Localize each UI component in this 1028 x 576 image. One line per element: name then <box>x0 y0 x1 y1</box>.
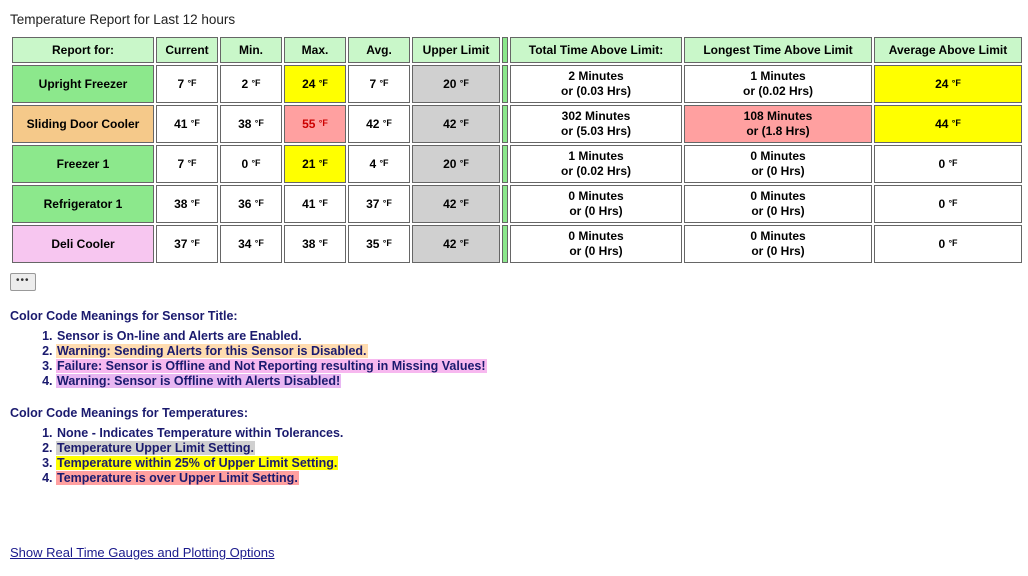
table-body <box>12 65 1022 263</box>
upper-limit-cell: 42 $^{^\circ F}$ <box>412 105 500 143</box>
legend-item-label: Temperature Upper Limit Setting. <box>57 441 255 455</box>
table-header-row <box>12 37 1022 63</box>
more-options-button[interactable]: ••• <box>10 273 36 291</box>
legend-item <box>56 426 1028 440</box>
legend-item <box>56 471 1028 485</box>
current-cell: 37 $^{^\circ F}$ <box>156 225 218 263</box>
sensor-name-cell[interactable]: Upright Freezer <box>12 65 154 103</box>
average-above-limit-cell: 0 $^{^\circ F}$ <box>874 225 1022 263</box>
page-title: Temperature Report for Last 12 hours <box>10 12 236 27</box>
sensor-name-cell[interactable]: Refrigerator 1 <box>12 185 154 223</box>
status-bar-cell <box>502 225 508 263</box>
header-total-time-above-limit: Total Time Above Limit: <box>510 37 682 63</box>
legend-item <box>56 441 1028 455</box>
legend-sensor-list <box>0 329 1028 388</box>
status-bar-cell <box>502 65 508 103</box>
table-row <box>12 185 1022 223</box>
min-cell: 38 $^{^\circ F}$ <box>220 105 282 143</box>
legend-item <box>56 344 1028 358</box>
header-avg: Avg. <box>348 37 410 63</box>
header-upper-limit: Upper Limit <box>412 37 500 63</box>
status-bar-cell <box>502 105 508 143</box>
max-cell: 55 $^{^\circ F}$ <box>284 105 346 143</box>
avg-cell: 7 $^{^\circ F}$ <box>348 65 410 103</box>
total-time-cell: 0 Minutes or (0 Hrs) <box>510 225 682 263</box>
total-time-cell: 0 Minutes or (0 Hrs) <box>510 185 682 223</box>
sensor-name-cell[interactable]: Freezer 1 <box>12 145 154 183</box>
upper-limit-cell: 20 $^{^\circ F}$ <box>412 65 500 103</box>
average-above-limit-cell: 0 $^{^\circ F}$ <box>874 185 1022 223</box>
legend-item-label: None - Indicates Temperature within Tolerances. <box>57 426 344 440</box>
average-above-limit-cell: 0 $^{^\circ F}$ <box>874 145 1022 183</box>
temperature-report-table <box>10 35 1024 265</box>
min-cell: 0 $^{^\circ F}$ <box>220 145 282 183</box>
longest-time-cell: 0 Minutes or (0 Hrs) <box>684 225 872 263</box>
legend-item <box>56 456 1028 470</box>
status-bar-cell <box>502 145 508 183</box>
legend-item-label: Warning: Sending Alerts for this Sensor is Disabled. <box>57 344 367 358</box>
table-row <box>12 65 1022 103</box>
max-cell: 41 $^{^\circ F}$ <box>284 185 346 223</box>
header-report-for: Report for: <box>12 37 154 63</box>
legend-item <box>56 329 1028 343</box>
max-cell: 24 $^{^\circ F}$ <box>284 65 346 103</box>
legend-item-label: Temperature is over Upper Limit Setting. <box>57 471 298 485</box>
upper-limit-cell: 42 $^{^\circ F}$ <box>412 185 500 223</box>
max-cell: 38 $^{^\circ F}$ <box>284 225 346 263</box>
min-cell: 34 $^{^\circ F}$ <box>220 225 282 263</box>
legend-temp-heading: Color Code Meanings for Temperatures: <box>10 406 248 420</box>
longest-time-cell: 0 Minutes or (0 Hrs) <box>684 185 872 223</box>
header-average-above-limit: Average Above Limit <box>874 37 1022 63</box>
legend-item <box>56 359 1028 373</box>
table-row <box>12 145 1022 183</box>
legend-sensor-heading: Color Code Meanings for Sensor Title: <box>10 309 238 323</box>
longest-time-cell: 0 Minutes or (0 Hrs) <box>684 145 872 183</box>
total-time-cell: 1 Minutes or (0.02 Hrs) <box>510 145 682 183</box>
min-cell: 36 $^{^\circ F}$ <box>220 185 282 223</box>
legend-item-label: Failure: Sensor is Offline and Not Reporting resulting in Missing Values! <box>57 359 486 373</box>
legend-temp-list <box>0 426 1028 485</box>
upper-limit-cell: 20 $^{^\circ F}$ <box>412 145 500 183</box>
status-bar-cell <box>502 185 508 223</box>
table-row <box>12 105 1022 143</box>
sensor-name-cell[interactable]: Sliding Door Cooler <box>12 105 154 143</box>
avg-cell: 42 $^{^\circ F}$ <box>348 105 410 143</box>
avg-cell: 37 $^{^\circ F}$ <box>348 185 410 223</box>
upper-limit-cell: 42 $^{^\circ F}$ <box>412 225 500 263</box>
header-longest-time-above-limit: Longest Time Above Limit <box>684 37 872 63</box>
legend-item-label: Sensor is On-line and Alerts are Enabled. <box>57 329 302 343</box>
header-current: Current <box>156 37 218 63</box>
total-time-cell: 2 Minutes or (0.03 Hrs) <box>510 65 682 103</box>
legend-item-label: Warning: Sensor is Offline with Alerts Disabled! <box>57 374 341 388</box>
avg-cell: 4 $^{^\circ F}$ <box>348 145 410 183</box>
max-cell: 21 $^{^\circ F}$ <box>284 145 346 183</box>
avg-cell: 35 $^{^\circ F}$ <box>348 225 410 263</box>
current-cell: 7 $^{^\circ F}$ <box>156 65 218 103</box>
min-cell: 2 $^{^\circ F}$ <box>220 65 282 103</box>
longest-time-cell: 1 Minutes or (0.02 Hrs) <box>684 65 872 103</box>
header-spacer <box>502 37 508 63</box>
header-min: Min. <box>220 37 282 63</box>
show-real-time-gauges-link[interactable]: Show Real Time Gauges and Plotting Options <box>10 545 275 560</box>
average-above-limit-cell: 44 $^{^\circ F}$ <box>874 105 1022 143</box>
legend-item <box>56 374 1028 388</box>
current-cell: 7 $^{^\circ F}$ <box>156 145 218 183</box>
total-time-cell: 302 Minutes or (5.03 Hrs) <box>510 105 682 143</box>
sensor-name-cell[interactable]: Deli Cooler <box>12 225 154 263</box>
legend-item-label: Temperature within 25% of Upper Limit Setting. <box>57 456 338 470</box>
current-cell: 41 $^{^\circ F}$ <box>156 105 218 143</box>
average-above-limit-cell: 24 $^{^\circ F}$ <box>874 65 1022 103</box>
report-table-container <box>0 35 1028 265</box>
current-cell: 38 $^{^\circ F}$ <box>156 185 218 223</box>
header-max: Max. <box>284 37 346 63</box>
longest-time-cell: 108 Minutes or (1.8 Hrs) <box>684 105 872 143</box>
table-row <box>12 225 1022 263</box>
